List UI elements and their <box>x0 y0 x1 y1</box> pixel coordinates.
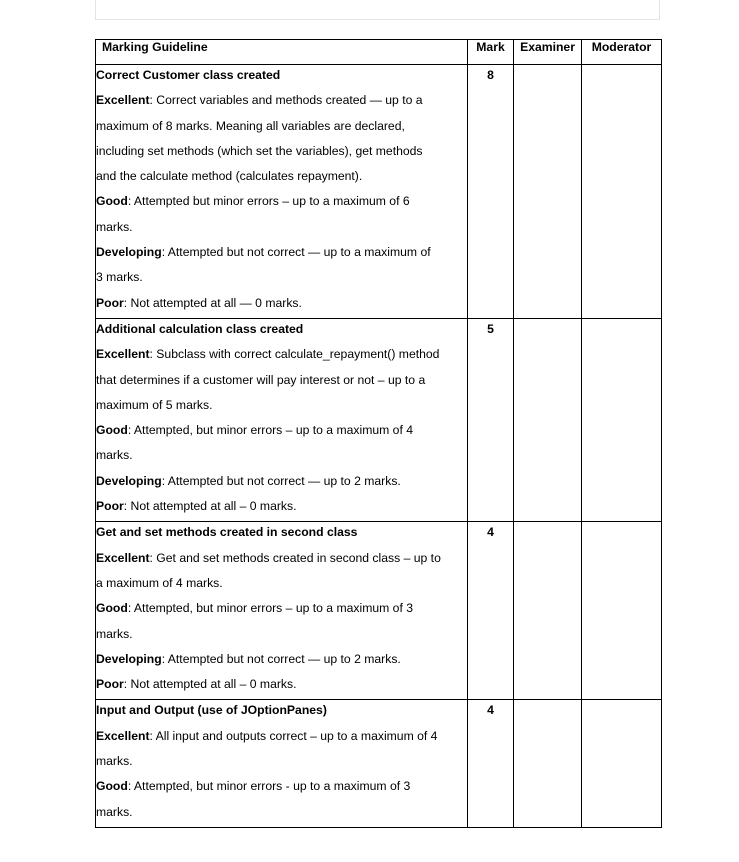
guideline-cell <box>96 522 468 700</box>
mark-cell <box>468 700 514 827</box>
criterion-line <box>96 116 467 141</box>
level-label: Good <box>96 194 128 209</box>
level-text: : Attempted, but minor errors – up to a maximum of 4 <box>127 423 414 438</box>
header-guideline: Marking Guideline <box>96 40 468 65</box>
criterion-line <box>96 649 467 674</box>
criterion-line <box>96 166 467 191</box>
table-row <box>96 318 662 521</box>
level-text: marks. <box>96 754 133 769</box>
criterion-line <box>96 141 467 166</box>
header-moderator: Moderator <box>582 40 662 65</box>
level-text: 3 marks. <box>96 270 143 285</box>
criterion-line <box>96 293 467 318</box>
criterion-title: Get and set methods created in second class <box>96 525 358 540</box>
criterion-line <box>96 445 467 470</box>
criterion-line <box>96 344 467 369</box>
level-label: Excellent <box>96 550 150 565</box>
header-mark: Mark <box>468 40 514 65</box>
criterion-line <box>96 420 467 445</box>
criterion-line <box>96 624 467 649</box>
examiner-cell[interactable] <box>514 318 582 521</box>
criterion-line <box>96 776 467 801</box>
criterion-line <box>96 191 467 216</box>
criterion-line <box>96 573 467 598</box>
criterion-line <box>96 370 467 395</box>
level-text: : Not attempted at all — 0 marks. <box>123 295 302 310</box>
level-text: marks. <box>96 804 133 819</box>
guideline-cell <box>96 700 468 827</box>
criterion-line <box>96 471 467 496</box>
level-text: marks. <box>96 448 133 463</box>
header-examiner: Examiner <box>514 40 582 65</box>
level-text: : Correct variables and methods created — up to a <box>149 93 423 108</box>
level-label: Poor <box>96 499 124 514</box>
criterion-line <box>96 802 467 827</box>
level-text: : Not attempted at all – 0 marks. <box>123 499 297 514</box>
moderator-cell[interactable] <box>582 65 662 319</box>
mark-cell <box>468 522 514 700</box>
examiner-cell[interactable] <box>514 700 582 827</box>
level-text: : Not attempted at all – 0 marks. <box>123 677 297 692</box>
mark-value: 5 <box>487 321 494 336</box>
level-text: including set methods (which set the variables), get methods <box>96 143 423 158</box>
mark-value: 4 <box>487 703 494 718</box>
table-row <box>96 65 662 319</box>
guideline-cell <box>96 318 468 521</box>
mark-cell <box>468 65 514 319</box>
level-text: : Attempted but not correct — up to a maximum of <box>161 245 431 260</box>
moderator-cell[interactable] <box>582 318 662 521</box>
examiner-cell[interactable] <box>514 65 582 319</box>
level-text: and the calculate method (calculates repayment). <box>96 169 363 184</box>
level-label: Good <box>96 601 128 616</box>
level-text: : Attempted but not correct — up to 2 marks. <box>161 473 401 488</box>
mark-cell <box>468 318 514 521</box>
level-label: Developing <box>96 245 162 260</box>
level-text: maximum of 8 marks. Meaning all variables are declared, <box>96 118 405 133</box>
table-header-row <box>96 40 662 65</box>
criterion-line <box>96 267 467 292</box>
criterion-line <box>96 395 467 420</box>
mark-value: 4 <box>487 525 494 540</box>
mark-value: 8 <box>487 68 494 82</box>
criterion-line <box>96 751 467 776</box>
moderator-cell[interactable] <box>582 522 662 700</box>
guideline-cell <box>96 65 468 319</box>
criterion-line <box>96 726 467 751</box>
level-text: : Attempted but not correct — up to 2 marks. <box>161 651 401 666</box>
level-text: : Attempted, but minor errors - up to a maximum of 3 <box>127 779 411 794</box>
level-label: Good <box>96 423 128 438</box>
criterion-line <box>96 548 467 573</box>
criterion-line <box>96 90 467 115</box>
level-text: that determines if a customer will pay interest or not – up to a <box>96 372 426 387</box>
criterion-line <box>96 598 467 623</box>
level-label: Poor <box>96 677 124 692</box>
level-text: marks. <box>96 626 133 641</box>
examiner-cell[interactable] <box>514 522 582 700</box>
level-label: Good <box>96 779 128 794</box>
level-label: Excellent <box>96 93 150 108</box>
level-label: Developing <box>96 651 162 666</box>
level-text: : Attempted but minor errors – up to a maximum of 6 <box>127 194 410 209</box>
criterion-title: Input and Output (use of JOptionPanes) <box>96 703 327 718</box>
previous-page-box <box>95 0 660 20</box>
criterion-title: Correct Customer class created <box>96 68 281 82</box>
criterion-line <box>96 674 467 699</box>
level-text: : Subclass with correct calculate_repayment() method <box>149 347 440 362</box>
level-text: : Get and set methods created in second class – up to <box>149 550 441 565</box>
table-row <box>96 700 662 827</box>
level-text: : Attempted, but minor errors – up to a maximum of 3 <box>127 601 414 616</box>
level-text: a maximum of 4 marks. <box>96 575 223 590</box>
table-row <box>96 522 662 700</box>
criterion-line <box>96 242 467 267</box>
level-label: Developing <box>96 473 162 488</box>
level-label: Poor <box>96 295 124 310</box>
marking-guideline-table <box>95 39 662 828</box>
moderator-cell[interactable] <box>582 700 662 827</box>
level-text: maximum of 5 marks. <box>96 397 213 412</box>
criterion-title: Additional calculation class created <box>96 321 304 336</box>
level-label: Excellent <box>96 347 150 362</box>
criterion-line <box>96 496 467 521</box>
criterion-line <box>96 217 467 242</box>
level-text: marks. <box>96 219 133 234</box>
level-text: : All input and outputs correct – up to a maximum of 4 <box>149 728 438 743</box>
level-label: Excellent <box>96 728 150 743</box>
